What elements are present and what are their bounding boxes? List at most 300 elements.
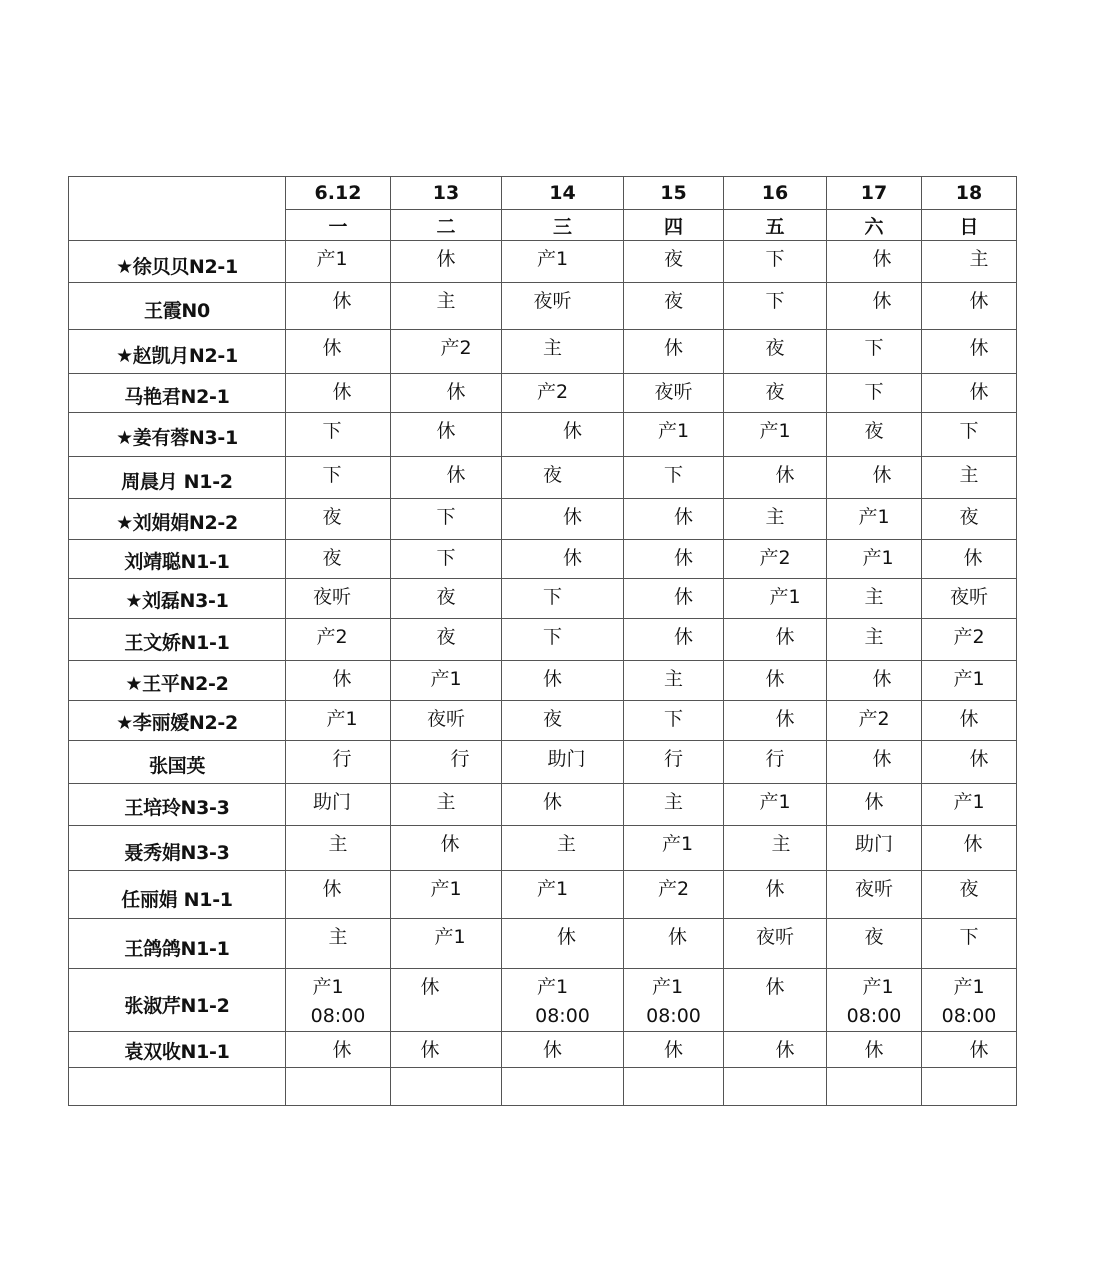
shift-code: 休 bbox=[872, 248, 892, 270]
shift-cell bbox=[286, 283, 391, 330]
shift-code: 休 bbox=[969, 290, 989, 312]
shift-code: 休 bbox=[332, 381, 352, 403]
shift-cell bbox=[724, 661, 827, 701]
staff-name-cell: ★徐贝贝N2-1 bbox=[69, 241, 286, 283]
shift-code: 休 bbox=[673, 586, 693, 608]
table-row bbox=[69, 969, 1017, 1032]
shift-code: 夜 bbox=[322, 547, 342, 569]
shift-cell bbox=[724, 579, 827, 619]
shift-code: 产2 bbox=[316, 626, 348, 648]
shift-cell bbox=[391, 619, 502, 661]
shift-cell bbox=[724, 871, 827, 919]
shift-code: 下 bbox=[436, 506, 456, 528]
shift-cell bbox=[624, 241, 724, 283]
shift-code: 夜 bbox=[864, 926, 884, 948]
shift-cell bbox=[286, 1068, 391, 1106]
shift-code: 夜 bbox=[864, 420, 884, 442]
shift-code: 产1 bbox=[312, 976, 344, 998]
table-row bbox=[69, 330, 1017, 374]
shift-cell bbox=[922, 413, 1017, 457]
shift-cell bbox=[624, 701, 724, 741]
shift-code: 产1 bbox=[862, 547, 894, 569]
shift-code: 休 bbox=[322, 878, 342, 900]
shift-cell bbox=[922, 579, 1017, 619]
staff-name-cell: 张淑芹N1-2 bbox=[69, 969, 286, 1032]
shift-cell bbox=[724, 741, 827, 784]
staff-name-cell: ★赵凯月N2-1 bbox=[69, 330, 286, 374]
shift-cell bbox=[724, 374, 827, 413]
shift-cell bbox=[391, 241, 502, 283]
shift-cell bbox=[502, 919, 624, 969]
shift-code: 行 bbox=[450, 748, 470, 770]
staff-name-cell: 马艳君N2-1 bbox=[69, 374, 286, 413]
shift-cell bbox=[502, 283, 624, 330]
shift-cell bbox=[922, 741, 1017, 784]
shift-code: 休 bbox=[436, 420, 456, 442]
shift-cell bbox=[502, 457, 624, 499]
shift-cell bbox=[502, 413, 624, 457]
shift-cell bbox=[827, 413, 922, 457]
shift-code: 夜 bbox=[765, 381, 785, 403]
shift-cell bbox=[922, 374, 1017, 413]
shift-code: 夜 bbox=[322, 506, 342, 528]
shift-code: 下 bbox=[663, 464, 683, 486]
shift-cell bbox=[286, 374, 391, 413]
shift-cell bbox=[827, 499, 922, 540]
shift-cell bbox=[724, 1068, 827, 1106]
shift-cell bbox=[922, 919, 1017, 969]
shift-code: 夜 bbox=[663, 290, 683, 312]
shift-code: 休 bbox=[864, 1039, 884, 1061]
shift-code: 休 bbox=[775, 626, 795, 648]
shift-cell bbox=[624, 540, 724, 579]
shift-code: 休 bbox=[663, 337, 683, 359]
shift-time: 08:00 bbox=[941, 1005, 997, 1027]
shift-code: 产1 bbox=[430, 878, 462, 900]
shift-code: 休 bbox=[542, 1039, 562, 1061]
shift-code: 产1 bbox=[769, 586, 801, 608]
shift-code: 休 bbox=[420, 976, 440, 998]
shift-code: 休 bbox=[775, 464, 795, 486]
shift-code: 休 bbox=[332, 290, 352, 312]
shift-cell bbox=[827, 701, 922, 741]
table-row bbox=[69, 701, 1017, 741]
table-row bbox=[69, 579, 1017, 619]
shift-cell bbox=[502, 826, 624, 871]
date-header-cell: 18 bbox=[922, 177, 1017, 210]
shift-cell bbox=[624, 499, 724, 540]
shift-code: 产1 bbox=[430, 668, 462, 690]
shift-code: 产2 bbox=[440, 337, 472, 359]
shift-cell bbox=[286, 330, 391, 374]
shift-cell bbox=[724, 919, 827, 969]
shift-cell bbox=[286, 969, 391, 1032]
table-row bbox=[69, 413, 1017, 457]
shift-cell bbox=[391, 283, 502, 330]
shift-cell bbox=[624, 457, 724, 499]
shift-cell bbox=[286, 871, 391, 919]
shift-cell bbox=[286, 741, 391, 784]
shift-cell bbox=[286, 241, 391, 283]
date-header-cell: 14 bbox=[502, 177, 624, 210]
shift-code: 夜听 bbox=[854, 878, 893, 900]
shift-code: 休 bbox=[959, 708, 979, 730]
shift-code: 主 bbox=[959, 464, 979, 486]
table-row bbox=[69, 374, 1017, 413]
staff-name-cell bbox=[69, 1068, 286, 1106]
shift-cell bbox=[922, 661, 1017, 701]
shift-code: 产1 bbox=[536, 976, 569, 998]
shift-cell bbox=[391, 919, 502, 969]
shift-cell bbox=[286, 1032, 391, 1068]
shift-cell bbox=[827, 1068, 922, 1106]
shift-code: 产2 bbox=[858, 708, 890, 730]
shift-cell bbox=[922, 619, 1017, 661]
shift-cell bbox=[286, 413, 391, 457]
shift-cell bbox=[827, 540, 922, 579]
shift-code: 休 bbox=[872, 290, 892, 312]
table-row bbox=[69, 826, 1017, 871]
shift-cell bbox=[502, 499, 624, 540]
staff-name-cell: ★王平N2-2 bbox=[69, 661, 286, 701]
shift-code: 下 bbox=[322, 464, 342, 486]
weekday-header-cell: 六 bbox=[827, 210, 922, 241]
shift-code: 产1 bbox=[759, 791, 791, 813]
shift-code: 休 bbox=[969, 748, 989, 770]
shift-code: 休 bbox=[322, 337, 342, 359]
shift-cell bbox=[922, 457, 1017, 499]
shift-cell bbox=[391, 374, 502, 413]
shift-cell bbox=[624, 374, 724, 413]
shift-code: 休 bbox=[332, 668, 352, 690]
shift-code: 休 bbox=[765, 878, 785, 900]
date-header-cell: 13 bbox=[391, 177, 502, 210]
shift-cell bbox=[502, 540, 624, 579]
shift-code: 产1 bbox=[953, 976, 985, 998]
shift-code: 助门 bbox=[547, 748, 586, 770]
shift-cell bbox=[502, 619, 624, 661]
shift-code: 下 bbox=[663, 708, 683, 730]
staff-name-cell: 袁双收N1-1 bbox=[69, 1032, 286, 1068]
shift-code: 夜听 bbox=[654, 381, 693, 403]
shift-code: 夜 bbox=[542, 708, 562, 730]
shift-code: 夜 bbox=[436, 626, 456, 648]
shift-code: 休 bbox=[969, 1039, 989, 1061]
shift-code: 休 bbox=[667, 926, 687, 948]
shift-cell bbox=[391, 784, 502, 826]
shift-cell bbox=[922, 241, 1017, 283]
shift-cell bbox=[922, 826, 1017, 871]
shift-cell bbox=[391, 579, 502, 619]
shift-cell bbox=[624, 969, 724, 1032]
shift-cell bbox=[624, 619, 724, 661]
shift-code: 夜 bbox=[663, 248, 683, 270]
shift-cell bbox=[724, 540, 827, 579]
shift-cell bbox=[922, 969, 1017, 1032]
shift-cell bbox=[624, 413, 724, 457]
shift-cell bbox=[724, 969, 827, 1032]
staff-name-cell: 张国英 bbox=[69, 741, 286, 784]
shift-cell bbox=[827, 871, 922, 919]
shift-code: 休 bbox=[673, 506, 693, 528]
shift-cell bbox=[502, 374, 624, 413]
shift-code: 休 bbox=[765, 976, 785, 998]
shift-code: 休 bbox=[963, 833, 983, 855]
shift-code: 产1 bbox=[657, 420, 690, 442]
shift-cell bbox=[286, 579, 391, 619]
shift-cell bbox=[624, 579, 724, 619]
shift-cell bbox=[922, 540, 1017, 579]
shift-code: 主 bbox=[436, 791, 456, 813]
shift-code: 休 bbox=[542, 791, 562, 813]
shift-cell bbox=[502, 1068, 624, 1106]
weekday-header-cell: 三 bbox=[502, 210, 624, 241]
shift-cell bbox=[502, 1032, 624, 1068]
shift-cell bbox=[724, 413, 827, 457]
shift-code: 休 bbox=[673, 547, 693, 569]
shift-code: 主 bbox=[663, 791, 683, 813]
shift-cell bbox=[922, 1032, 1017, 1068]
shift-code: 主 bbox=[864, 586, 884, 608]
shift-code: 行 bbox=[332, 748, 352, 770]
shift-cell bbox=[286, 457, 391, 499]
staff-name-cell: 王培玲N3-3 bbox=[69, 784, 286, 826]
shift-code: 产1 bbox=[434, 926, 466, 948]
shift-code: 夜 bbox=[436, 586, 456, 608]
shift-code: 产1 bbox=[858, 506, 890, 528]
shift-cell bbox=[391, 661, 502, 701]
shift-code: 下 bbox=[765, 248, 785, 270]
date-header-cell: 17 bbox=[827, 177, 922, 210]
shift-code: 休 bbox=[775, 708, 795, 730]
shift-cell bbox=[286, 499, 391, 540]
weekday-header-cell: 四 bbox=[624, 210, 724, 241]
shift-cell bbox=[724, 330, 827, 374]
shift-cell bbox=[827, 661, 922, 701]
shift-cell bbox=[502, 661, 624, 701]
shift-cell bbox=[391, 1032, 502, 1068]
corner-cell bbox=[69, 177, 286, 241]
shift-code: 主 bbox=[542, 337, 562, 359]
shift-code: 产1 bbox=[316, 248, 348, 270]
weekday-header-cell: 五 bbox=[724, 210, 827, 241]
table-row bbox=[69, 784, 1017, 826]
shift-code: 产1 bbox=[953, 668, 985, 690]
shift-cell bbox=[502, 969, 624, 1032]
shift-code: 主 bbox=[771, 833, 791, 855]
shift-cell bbox=[827, 283, 922, 330]
shift-code: 休 bbox=[872, 748, 892, 770]
date-header-cell: 6.12 bbox=[286, 177, 391, 210]
shift-code: 休 bbox=[663, 1039, 683, 1061]
weekday-header-cell: 日 bbox=[922, 210, 1017, 241]
shift-cell bbox=[922, 499, 1017, 540]
shift-code: 夜听 bbox=[426, 708, 465, 730]
shift-cell bbox=[922, 1068, 1017, 1106]
shift-cell bbox=[391, 969, 502, 1032]
shift-cell bbox=[922, 784, 1017, 826]
shift-code: 休 bbox=[969, 337, 989, 359]
staff-name-cell: 王文娇N1-1 bbox=[69, 619, 286, 661]
shift-cell bbox=[391, 457, 502, 499]
shift-cell bbox=[286, 784, 391, 826]
table-row bbox=[69, 871, 1017, 919]
shift-code: 产1 bbox=[759, 420, 791, 442]
shift-cell bbox=[724, 241, 827, 283]
staff-name-cell: ★刘磊N3-1 bbox=[69, 579, 286, 619]
shift-code: 主 bbox=[864, 626, 884, 648]
shift-cell bbox=[624, 1032, 724, 1068]
table-row bbox=[69, 241, 1017, 283]
shift-code: 夜听 bbox=[533, 290, 572, 312]
shift-cell bbox=[922, 330, 1017, 374]
shift-code: 产2 bbox=[536, 381, 569, 403]
shift-cell bbox=[827, 741, 922, 784]
shift-code: 休 bbox=[872, 464, 892, 486]
shift-code: 产1 bbox=[862, 976, 894, 998]
shift-code: 休 bbox=[864, 791, 884, 813]
shift-code: 助门 bbox=[854, 833, 893, 855]
shift-cell bbox=[624, 741, 724, 784]
shift-code: 休 bbox=[963, 547, 983, 569]
shift-cell bbox=[922, 283, 1017, 330]
shift-code: 休 bbox=[542, 668, 562, 690]
table-row bbox=[69, 1068, 1017, 1106]
weekday-header-cell: 二 bbox=[391, 210, 502, 241]
shift-code: 休 bbox=[765, 668, 785, 690]
shift-cell bbox=[391, 499, 502, 540]
shift-cell bbox=[724, 619, 827, 661]
shift-code: 主 bbox=[765, 506, 785, 528]
table-row bbox=[69, 919, 1017, 969]
date-header-row bbox=[69, 177, 1017, 210]
shift-code: 行 bbox=[663, 748, 683, 770]
shift-cell bbox=[724, 826, 827, 871]
table-row bbox=[69, 499, 1017, 540]
shift-code: 下 bbox=[436, 547, 456, 569]
shift-code: 夜 bbox=[765, 337, 785, 359]
table-row bbox=[69, 457, 1017, 499]
shift-code: 产2 bbox=[953, 626, 985, 648]
shift-cell bbox=[286, 701, 391, 741]
shift-cell bbox=[624, 784, 724, 826]
shift-cell bbox=[391, 540, 502, 579]
table-row bbox=[69, 283, 1017, 330]
schedule-sheet bbox=[68, 176, 1016, 1106]
shift-cell bbox=[502, 784, 624, 826]
shift-cell bbox=[624, 919, 724, 969]
shift-code: 下 bbox=[959, 420, 979, 442]
shift-code: 产1 bbox=[536, 878, 569, 900]
shift-code: 休 bbox=[436, 248, 456, 270]
shift-cell bbox=[827, 919, 922, 969]
table-row bbox=[69, 661, 1017, 701]
shift-cell bbox=[391, 701, 502, 741]
shift-cell bbox=[827, 457, 922, 499]
shift-cell bbox=[922, 701, 1017, 741]
shift-code: 夜 bbox=[542, 464, 562, 486]
staff-name-cell: ★李丽媛N2-2 bbox=[69, 701, 286, 741]
table-row bbox=[69, 619, 1017, 661]
staff-name-cell: 任丽娟 N1-1 bbox=[69, 871, 286, 919]
staff-name-cell: ★刘娟娟N2-2 bbox=[69, 499, 286, 540]
shift-code: 产1 bbox=[536, 248, 569, 270]
shift-cell bbox=[391, 871, 502, 919]
shift-time: 08:00 bbox=[310, 1005, 366, 1027]
shift-cell bbox=[827, 241, 922, 283]
shift-code: 主 bbox=[969, 248, 989, 270]
shift-cell bbox=[286, 619, 391, 661]
shift-cell bbox=[624, 826, 724, 871]
shift-cell bbox=[827, 826, 922, 871]
shift-cell bbox=[502, 871, 624, 919]
shift-code: 主 bbox=[556, 833, 576, 855]
shift-code: 休 bbox=[673, 626, 693, 648]
shift-cell bbox=[286, 661, 391, 701]
shift-code: 下 bbox=[959, 926, 979, 948]
shift-cell bbox=[922, 871, 1017, 919]
shift-cell bbox=[624, 1068, 724, 1106]
shift-cell bbox=[624, 661, 724, 701]
shift-time: 08:00 bbox=[535, 1005, 590, 1027]
table-row bbox=[69, 540, 1017, 579]
shift-code: 行 bbox=[765, 748, 785, 770]
shift-cell bbox=[827, 969, 922, 1032]
shift-cell bbox=[827, 374, 922, 413]
shift-code: 主 bbox=[436, 290, 456, 312]
shift-code: 休 bbox=[556, 926, 576, 948]
shift-cell bbox=[391, 741, 502, 784]
shift-cell bbox=[724, 701, 827, 741]
shift-cell bbox=[724, 784, 827, 826]
shift-code: 下 bbox=[542, 586, 562, 608]
shift-cell bbox=[827, 579, 922, 619]
shift-cell bbox=[724, 499, 827, 540]
shift-schedule-table bbox=[68, 176, 1017, 1106]
shift-code: 休 bbox=[562, 506, 582, 528]
staff-name-cell: 聂秀娟N3-3 bbox=[69, 826, 286, 871]
shift-time: 08:00 bbox=[646, 1005, 701, 1027]
shift-cell bbox=[502, 701, 624, 741]
staff-name-cell: ★姜有蓉N3-1 bbox=[69, 413, 286, 457]
shift-code: 夜 bbox=[959, 878, 979, 900]
shift-cell bbox=[391, 1068, 502, 1106]
date-header-cell: 15 bbox=[624, 177, 724, 210]
shift-code: 产1 bbox=[326, 708, 358, 730]
shift-cell bbox=[502, 741, 624, 784]
shift-cell bbox=[391, 413, 502, 457]
shift-time: 08:00 bbox=[846, 1005, 902, 1027]
shift-code: 夜听 bbox=[312, 586, 351, 608]
shift-cell bbox=[624, 283, 724, 330]
shift-code: 下 bbox=[322, 420, 342, 442]
shift-code: 助门 bbox=[312, 791, 351, 813]
shift-cell bbox=[827, 784, 922, 826]
shift-code: 夜听 bbox=[949, 586, 988, 608]
table-row bbox=[69, 741, 1017, 784]
shift-code: 产1 bbox=[953, 791, 985, 813]
shift-code: 产2 bbox=[759, 547, 791, 569]
shift-cell bbox=[827, 330, 922, 374]
shift-code: 夜 bbox=[959, 506, 979, 528]
shift-code: 下 bbox=[542, 626, 562, 648]
shift-cell bbox=[827, 619, 922, 661]
shift-code: 产1 bbox=[661, 833, 694, 855]
shift-cell bbox=[502, 330, 624, 374]
shift-code: 夜听 bbox=[755, 926, 794, 948]
shift-cell bbox=[724, 1032, 827, 1068]
shift-cell bbox=[502, 241, 624, 283]
